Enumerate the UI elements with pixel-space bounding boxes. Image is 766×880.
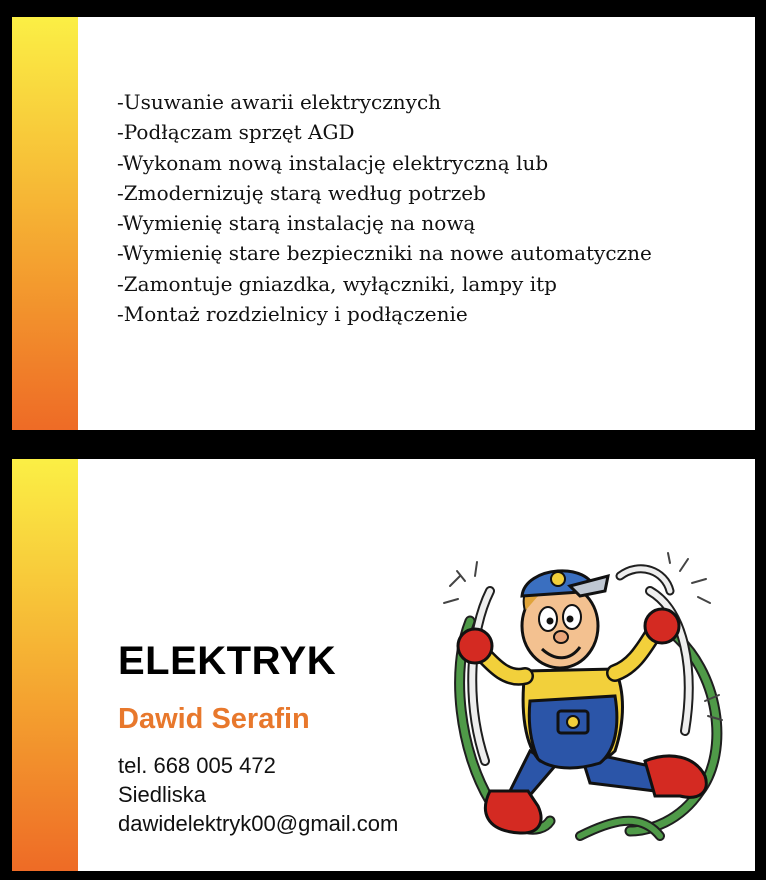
business-card-front <box>12 17 755 430</box>
service-item: -Podłączam sprzęt AGD <box>117 120 355 145</box>
service-item: -Zmodernizuję starą według potrzeb <box>117 180 486 205</box>
gradient-stripe <box>12 17 78 430</box>
phone-number: tel. 668 005 472 <box>118 753 276 778</box>
card-title: ELEKTRYK <box>118 639 337 683</box>
service-item: -Wymienię stare bezpieczniki na nowe automatyczne <box>117 241 652 266</box>
gradient-stripe <box>12 459 78 871</box>
services-list <box>117 87 652 329</box>
city-name: Siedliska <box>118 782 207 807</box>
service-item: -Wykonam nową instalację elektryczną lub <box>117 150 549 175</box>
service-item: -Montaż rozdzielnicy i podłączenie <box>117 302 468 327</box>
service-item: -Zamontuje gniazdka, wyłączniki, lampy itp <box>117 271 557 296</box>
email-address: dawidelektryk00@gmail.com <box>118 811 399 836</box>
service-item: -Usuwanie awarii elektrycznych <box>117 90 442 114</box>
service-item: -Wymienię starą instalację na nową <box>117 211 476 236</box>
owner-name: Dawid Serafin <box>118 703 310 735</box>
electrician-mascot-icon <box>430 551 730 847</box>
business-card-back <box>12 459 755 871</box>
